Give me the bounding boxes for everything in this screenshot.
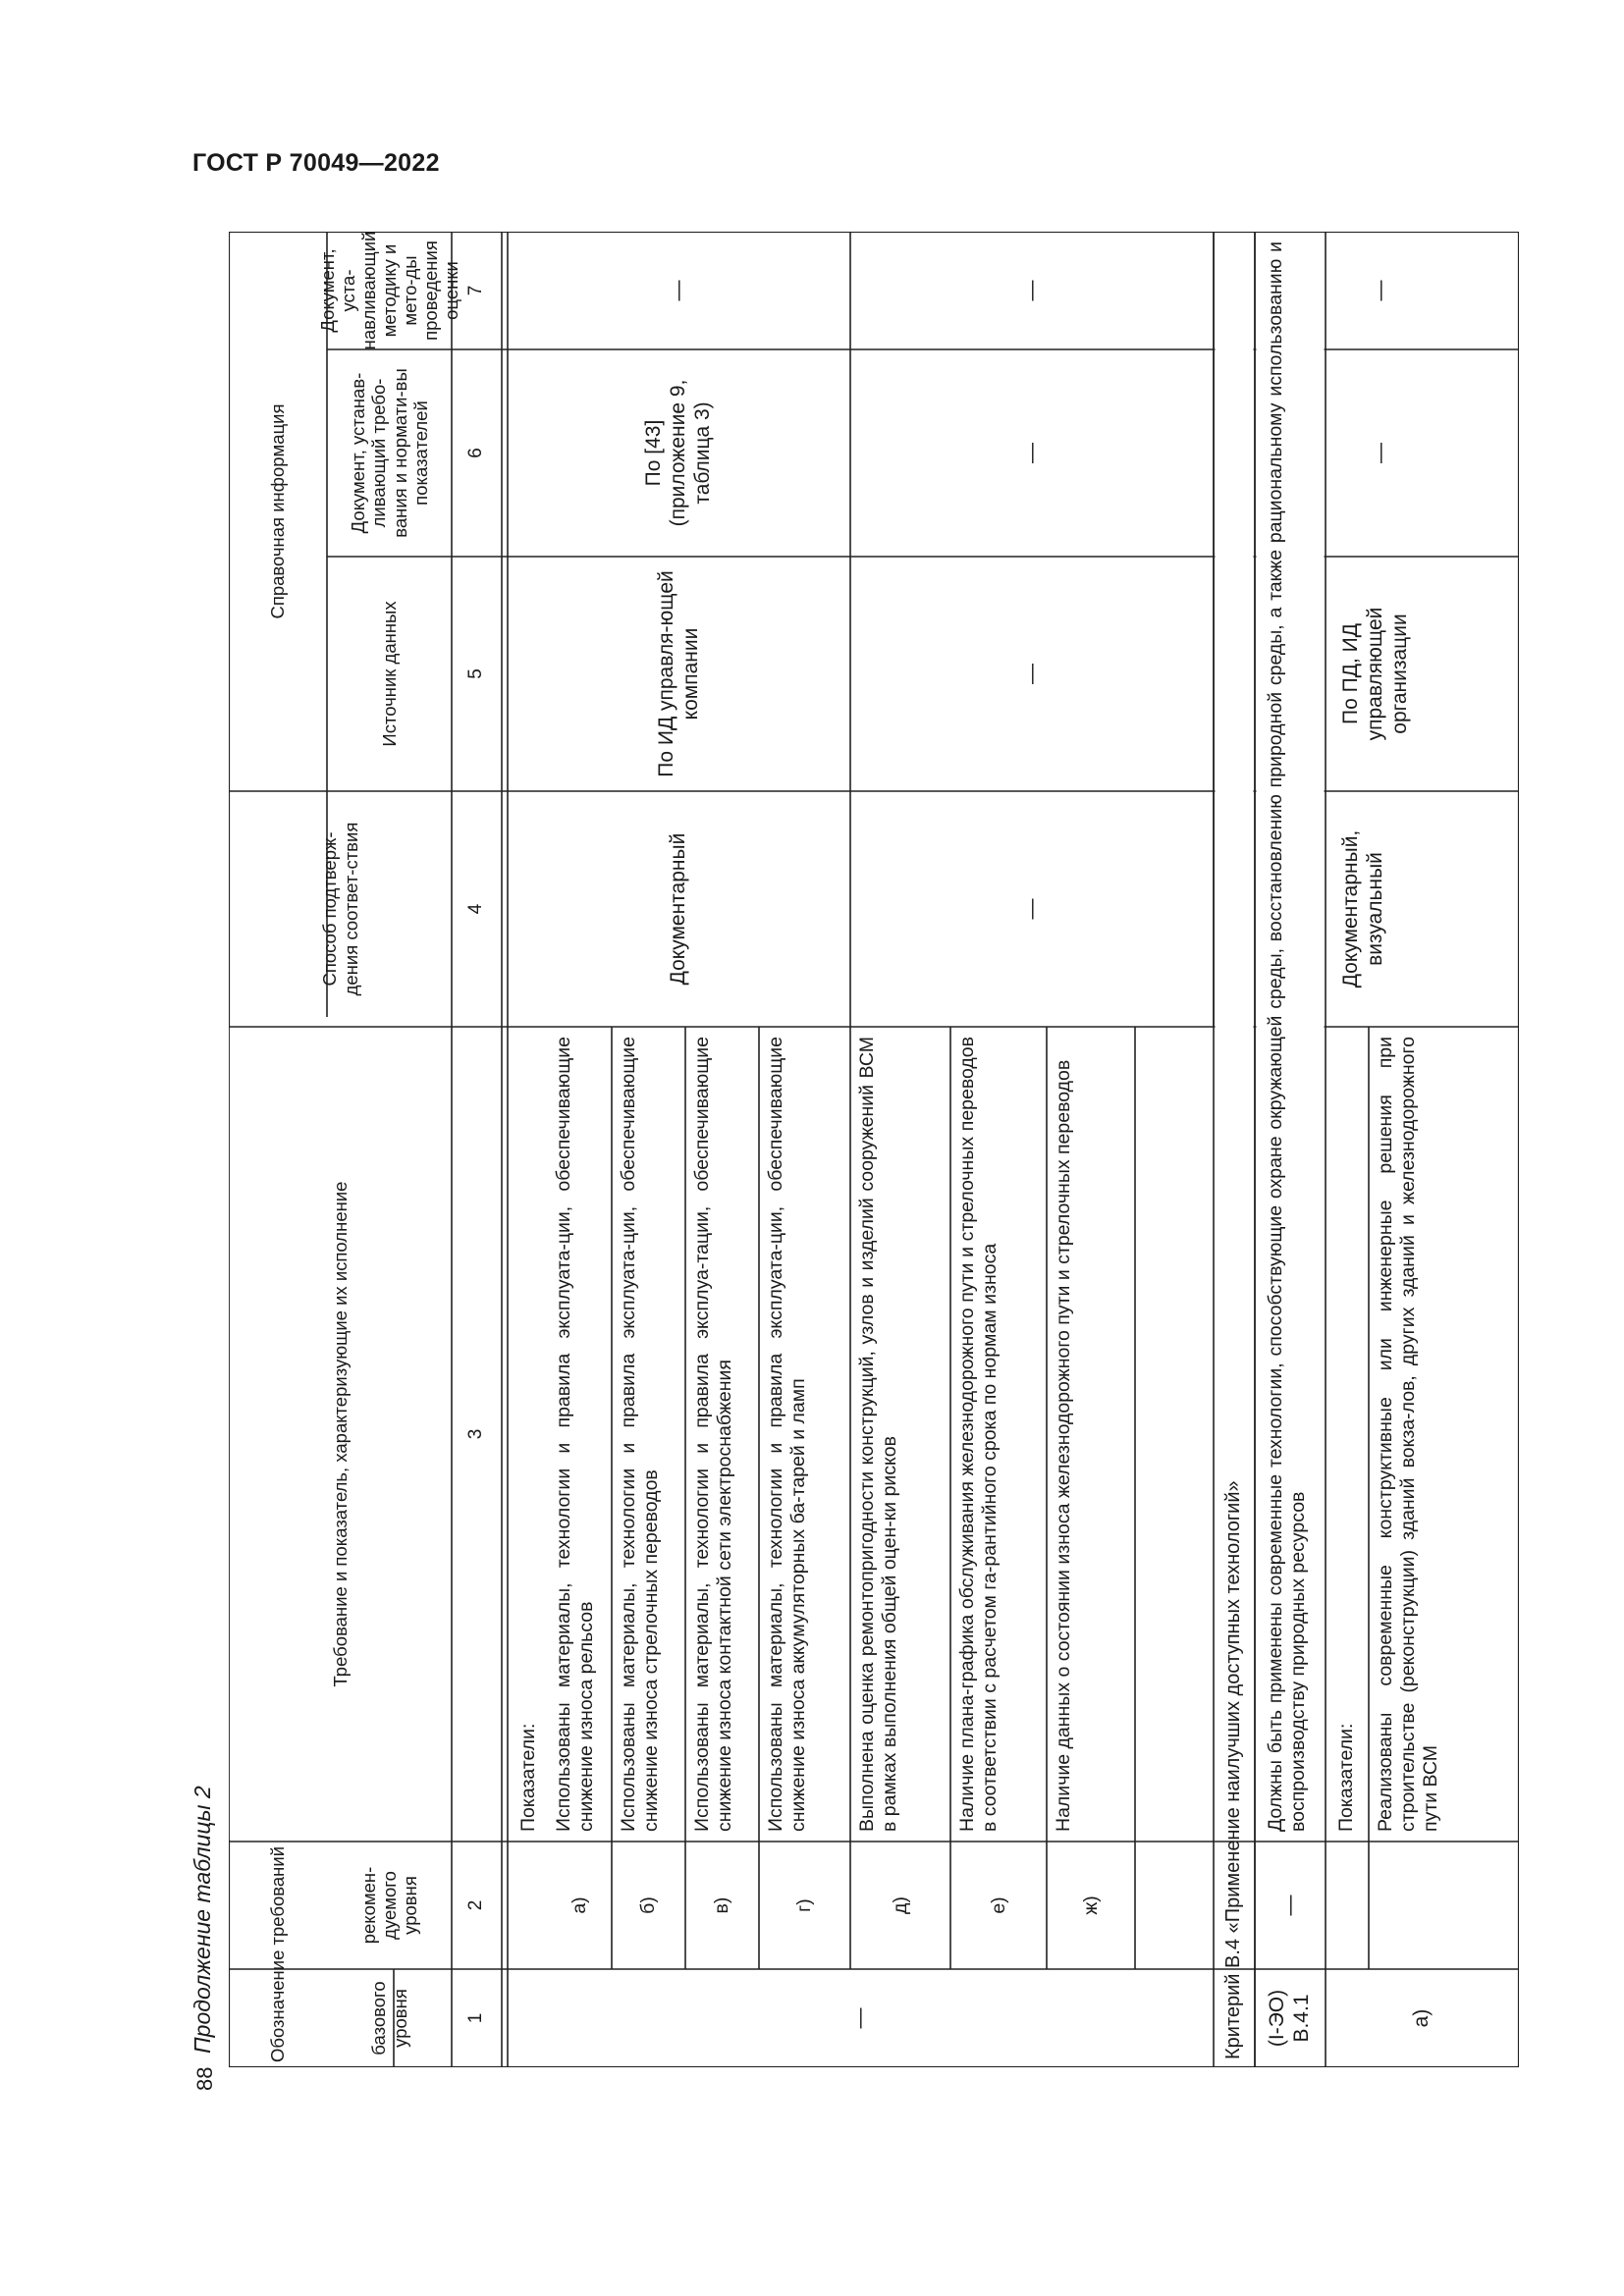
- row-text: Наличие данных о состоянии износа железнодорожного пути и стрелочных переводов: [1053, 1059, 1074, 1832]
- confirmation-method: Документарный, визуальный: [1339, 829, 1386, 988]
- data-source: —: [1019, 664, 1043, 684]
- criterion-title: Критерий В.4 «Применение наилучших доступных технологий»: [1222, 1480, 1245, 2059]
- base-level-code: (I-ЭО) В.4.1: [1266, 1989, 1313, 2048]
- designation-header: Обозначение требований: [267, 1845, 289, 2063]
- col-number: 6: [465, 448, 487, 458]
- base-level-header: базового уровня: [368, 1981, 410, 2056]
- indicators-label: Показатели:: [517, 1723, 539, 1832]
- norm-document: —: [1369, 443, 1391, 463]
- row-text: Реализованы современные конструктивные или инженерные решения при строительстве (реконструкции) зданий вокза-лов, других зданий и железнодорожного пути ВСМ: [1375, 1037, 1441, 1832]
- recommended-level-header: рекомен-дуемого уровня: [357, 1866, 421, 1945]
- rotated-table: [229, 232, 1519, 2067]
- base-level-code: —: [848, 2007, 872, 2029]
- method-document: —: [1019, 280, 1043, 301]
- row-text: Использованы материалы, технологии и правила эксплуата-ции, обеспечивающие снижение износа аккумуляторных ба-тарей и ламп: [765, 1037, 809, 1832]
- row-text: Использованы материалы, технологии и правила эксплуа-тации, обеспечивающие снижение износа контактной сети электроснабжения: [691, 1037, 735, 1832]
- row-code: ж): [1079, 1896, 1102, 1915]
- row-code: в): [711, 1896, 732, 1914]
- data-source: По ПД, ИД управляющей организации: [1339, 607, 1411, 741]
- norm-document: —: [1019, 443, 1043, 463]
- data-source-header: Источник данных: [378, 601, 400, 747]
- method-document: —: [667, 280, 690, 301]
- row-code: д): [889, 1896, 911, 1914]
- norm-document-header: Документ, устанав-ливающий требо-вания и нормати-вы показателей: [348, 368, 431, 538]
- document-header: ГОСТ Р 70049—2022: [192, 149, 440, 177]
- row-text: Выполнена оценка ремонтопригодности конструкций, узлов и изделий сооружений ВСМ в рамках выполнения общей оцен-ки рисков: [856, 1037, 900, 1832]
- row-text: Использованы материалы, технологии и правила эксплуата-ции, обеспечивающие снижение износа стрелочных переводов: [618, 1037, 662, 1832]
- data-source: По ИД управля-ющей компании: [654, 570, 702, 777]
- row-text: Наличие плана-графика обслуживания железнодорожного пути и стрелочных переводов в соответствии с расчетом га-рантийного срока по нормам износа: [956, 1037, 1001, 1832]
- col-number: 1: [465, 2012, 487, 2024]
- col-number: 2: [465, 1899, 487, 1911]
- confirmation-method: —: [1019, 898, 1043, 920]
- page-number: 88: [192, 2066, 217, 2091]
- norm-document: По [43] (приложение 9, таблица 3): [642, 379, 714, 527]
- requirement-text: Должны быть применены современные технологии, способствующие охране окружающей среды, восстановлению природной среды, а также рациональному использованию и воспроизводству природных ресурсов: [1265, 241, 1309, 1832]
- col-number: 3: [465, 1428, 487, 1440]
- method-document: —: [1369, 280, 1391, 301]
- table-caption: Продолжение таблицы 2: [189, 1786, 215, 2054]
- row-code: г): [793, 1898, 815, 1912]
- row-code: а): [1410, 2008, 1434, 2028]
- row-code: е): [987, 1896, 1009, 1914]
- row-text: Использованы материалы, технологии и правила эксплуата-ции, обеспечивающие снижение износа рельсов: [553, 1037, 597, 1832]
- row-code: б): [637, 1896, 659, 1914]
- indicators-label: Показатели:: [1335, 1723, 1357, 1832]
- reference-header: Справочная информация: [267, 403, 289, 619]
- col-number: 7: [465, 285, 487, 296]
- confirmation-method: Документарный: [667, 832, 690, 986]
- col-number: 5: [465, 668, 487, 679]
- row-code: а): [568, 1896, 590, 1914]
- requirement-header: Требование и показатель, характеризующие их исполнение: [329, 1181, 351, 1687]
- recommended-level-code: —: [1277, 1895, 1301, 1916]
- confirmation-header: Способ подтверж-дения соответ-ствия: [319, 822, 361, 996]
- method-document-header: Документ, уста-навливающий методику и мето-ды проведения оценки: [316, 231, 462, 350]
- col-number: 4: [465, 903, 487, 915]
